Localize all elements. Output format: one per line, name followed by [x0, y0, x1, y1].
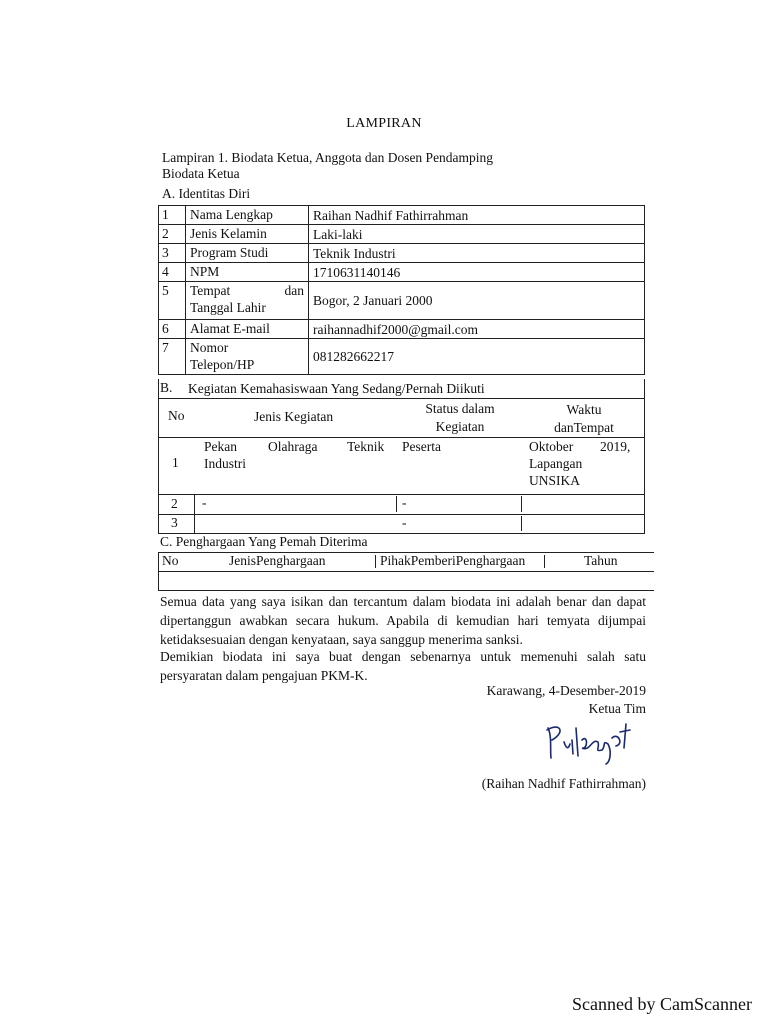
- row-label: [186, 339, 309, 375]
- header-pihak-pemberi: PihakPemberiPenghargaan: [380, 553, 526, 568]
- activity-status: -: [402, 515, 407, 530]
- activity-jenis-word: Teknik: [347, 439, 385, 454]
- table-row: [159, 339, 645, 375]
- header-no: No: [162, 553, 179, 568]
- activity-status: -: [402, 495, 407, 510]
- section-b-letter: B.: [160, 380, 173, 395]
- table-row: [159, 225, 645, 244]
- row-label-part: Nomor: [190, 340, 229, 355]
- row-label-part: Telepon/HP: [190, 357, 255, 372]
- activity-jenis-word: Pekan: [204, 439, 237, 454]
- row-number: 3: [159, 244, 186, 263]
- header-tahun: Tahun: [584, 553, 618, 568]
- page-title: LAMPIRAN: [346, 116, 422, 131]
- row-value: 1710631140146: [309, 263, 645, 282]
- camscanner-watermark: Scanned by CamScanner: [572, 994, 752, 1014]
- row-value: Raihan Nadhif Fathirrahman: [309, 206, 645, 225]
- row-label: Alamat E-mail: [186, 320, 309, 339]
- row-number: 4: [159, 263, 186, 282]
- section-c-title: C. Penghargaan Yang Pemah Diterima: [160, 534, 368, 549]
- section-b-title: Kegiatan Kemahasiswaan Yang Sedang/Pernah Diikuti: [188, 381, 485, 396]
- activity-jenis-line: Industri: [204, 456, 246, 471]
- activity-waktu-word: 2019,: [600, 439, 631, 454]
- section-a-title: A. Identitas Diri: [162, 186, 251, 201]
- header-waktu-line: Waktu: [566, 402, 602, 417]
- activity-no: 1: [172, 455, 179, 470]
- row-label: NPM: [186, 263, 309, 282]
- header-no: No: [168, 408, 185, 423]
- row-label: Jenis Kelamin: [186, 225, 309, 244]
- row-number: 7: [159, 339, 186, 375]
- row-label-part: dan: [284, 283, 304, 298]
- row-number: 5: [159, 282, 186, 320]
- activity-waktu-line: Lapangan: [529, 456, 583, 471]
- signature-image: [542, 718, 642, 766]
- table-row: [159, 244, 645, 263]
- place-date: Karawang, 4-Desember-2019: [486, 683, 646, 698]
- header-waktu: [524, 401, 644, 437]
- table-row: [159, 320, 645, 339]
- header-status-line: Status dalam: [425, 401, 495, 416]
- row-number: 6: [159, 320, 186, 339]
- signer-role: Ketua Tim: [588, 701, 646, 716]
- activity-jenis: -: [202, 495, 207, 510]
- row-number: 1: [159, 206, 186, 225]
- table-row: [159, 206, 645, 225]
- activity-no: 2: [171, 496, 178, 511]
- activity-jenis-word: Olahraga: [268, 439, 318, 454]
- row-label-part: Tempat: [190, 283, 231, 298]
- row-label: Nama Lengkap: [186, 206, 309, 225]
- activity-waktu-line: UNSIKA: [529, 473, 581, 488]
- row-number: 2: [159, 225, 186, 244]
- activity-waktu-word: Oktober: [529, 439, 574, 454]
- header-jenis-penghargaan: JenisPenghargaan: [229, 553, 326, 568]
- signer-name: (Raihan Nadhif Fathirrahman): [481, 776, 646, 791]
- row-label-part: Tanggal Lahir: [190, 300, 266, 315]
- activity-no: 3: [171, 515, 178, 530]
- row-value: 081282662217: [309, 339, 645, 375]
- header-status-line: Kegiatan: [435, 419, 485, 434]
- row-value: raihannadhif2000@gmail.com: [309, 320, 645, 339]
- statement-paragraph-2: Demikian biodata ini saya buat dengan sebenarnya untuk memenuhi salah satu persyaratan dalam pengajuan PKM-K.: [160, 649, 646, 683]
- biodata-heading: Biodata Ketua: [162, 166, 240, 181]
- header-jenis-kegiatan: Jenis Kegiatan: [254, 409, 334, 424]
- activity-status: Peserta: [402, 439, 441, 454]
- table-row: [159, 282, 645, 320]
- header-waktu-line: danTempat: [554, 420, 614, 435]
- lampiran-heading: Lampiran 1. Biodata Ketua, Anggota dan Dosen Pendamping: [162, 150, 494, 165]
- table-row: [159, 263, 645, 282]
- row-label: [186, 282, 309, 320]
- row-value: Laki-laki: [309, 225, 645, 244]
- statement-paragraph-1: Semua data yang saya isikan dan tercantum dalam biodata ini adalah benar dan dapat dipertanggun awabkan secara hukum. Apabila di kemudian hari temyata dijumpai ketidaksesuaian dengan kenyataan, saya sanggup menerima sanksi.: [160, 594, 646, 647]
- header-status: [400, 400, 520, 436]
- identity-table: [158, 205, 645, 375]
- row-label: Program Studi: [186, 244, 309, 263]
- row-value: Bogor, 2 Januari 2000: [309, 282, 645, 320]
- row-value: Teknik Industri: [309, 244, 645, 263]
